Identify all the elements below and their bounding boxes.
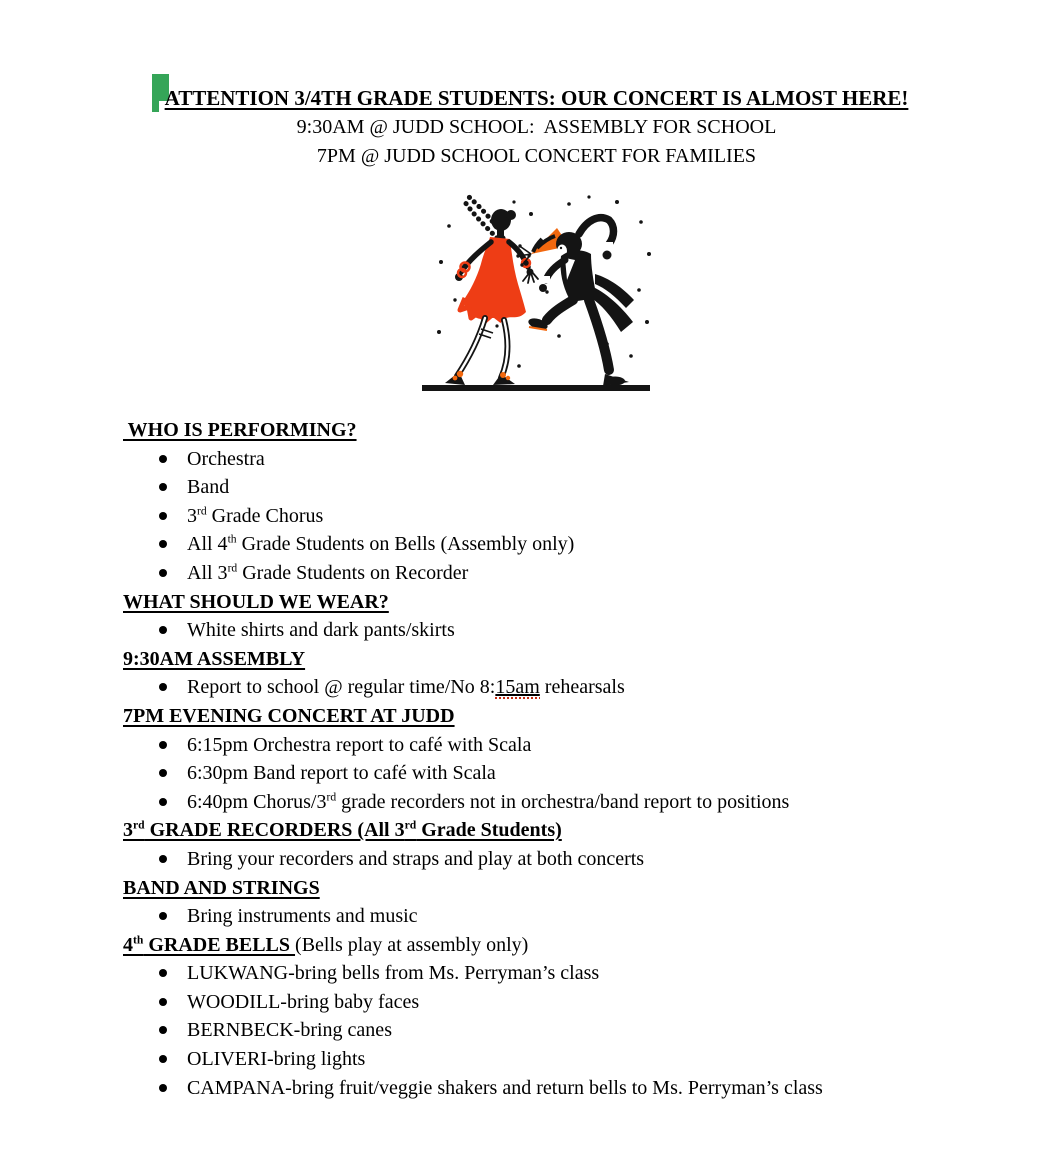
list-item — [123, 731, 950, 760]
list-item-text: White shirts and dark pants/skirts — [187, 619, 455, 642]
list-item-text: Band — [187, 476, 230, 499]
floor-line — [422, 385, 650, 391]
sections-container — [123, 416, 950, 1102]
bullet-list — [123, 845, 950, 874]
list-item-text: Report to school @ regular time/No 8:15am rehearsals — [187, 676, 625, 699]
section-heading — [123, 645, 950, 674]
list-item-text: Bring your recorders and straps and play at both concerts — [187, 847, 645, 870]
list-item-text: Orchestra — [187, 447, 265, 470]
list-item-text: 3rd Grade Chorus — [187, 504, 324, 527]
bullet-icon — [159, 798, 167, 806]
list-item — [123, 1074, 950, 1103]
section — [123, 931, 950, 1103]
page-title: ATTENTION 3/4TH GRADE STUDENTS: OUR CONCERT IS ALMOST HERE! — [164, 86, 909, 110]
section — [123, 816, 950, 873]
list-item-text: OLIVERI-bring lights — [187, 1048, 366, 1071]
section-heading-text: 7PM EVENING CONCERT AT JUDD — [123, 704, 455, 727]
bullet-icon — [159, 741, 167, 749]
section-heading-text: 4th GRADE BELLS — [123, 933, 296, 956]
list-item-text: WOODILL-bring baby faces — [187, 990, 420, 1013]
bullet-icon — [159, 1055, 167, 1063]
bullet-icon — [159, 1084, 167, 1092]
section — [123, 588, 950, 645]
list-item — [123, 473, 950, 502]
list-item-text: 6:40pm Chorus/3rd grade recorders not in orchestra/band report to positions — [187, 790, 790, 813]
list-item-text: CAMPANA-bring fruit/veggie shakers and return bells to Ms. Perryman’s class — [187, 1076, 823, 1099]
section-heading — [123, 874, 950, 903]
list-item — [123, 759, 950, 788]
list-item — [123, 445, 950, 474]
bullet-list — [123, 902, 950, 931]
list-item-text: Bring instruments and music — [187, 905, 418, 928]
list-item — [123, 788, 950, 817]
section — [123, 416, 950, 588]
list-item-text: 6:30pm Band report to café with Scala — [187, 762, 496, 785]
section-heading — [123, 816, 950, 845]
bullet-icon — [159, 683, 167, 691]
list-item-text: All 4th Grade Students on Bells (Assembly only) — [187, 532, 575, 556]
section-heading — [123, 702, 950, 731]
bullet-icon — [159, 855, 167, 863]
bullet-icon — [159, 1026, 167, 1034]
illustration-container — [123, 194, 950, 397]
section-heading-text: 9:30AM ASSEMBLY — [123, 647, 306, 670]
section-heading-text: WHO IS PERFORMING? — [123, 419, 357, 441]
section — [123, 874, 950, 931]
bullet-icon — [159, 483, 167, 491]
subtitle-family-concert: 7PM @ JUDD SCHOOL CONCERT FOR FAMILIES — [316, 145, 757, 167]
bullet-icon — [159, 455, 167, 463]
subtitle-assembly: 9:30AM @ JUDD SCHOOL: ASSEMBLY FOR SCHOOL — [296, 116, 777, 138]
bullet-list — [123, 616, 950, 645]
dancing-couple-image — [419, 194, 654, 397]
list-item — [123, 502, 950, 531]
bullet-icon — [159, 769, 167, 777]
flapper-woman-figure — [445, 197, 538, 385]
section — [123, 702, 950, 816]
bullet-icon — [159, 626, 167, 634]
bullet-icon — [159, 512, 167, 520]
section-heading-suffix: (Bells play at assembly only) — [295, 933, 529, 956]
list-item-text: All 3rd Grade Students on Recorder — [187, 561, 469, 584]
bullet-icon — [159, 569, 167, 577]
bullet-list — [123, 731, 950, 817]
bullet-icon — [159, 969, 167, 977]
bullet-list — [123, 673, 950, 702]
bullet-icon — [159, 998, 167, 1006]
section-heading-text: WHAT SHOULD WE WEAR? — [123, 590, 389, 613]
bullet-list — [123, 445, 950, 588]
list-item — [123, 845, 950, 874]
list-item — [123, 1045, 950, 1074]
section-heading-text: BAND AND STRINGS — [123, 876, 320, 899]
tuxedo-man-figure — [516, 218, 634, 386]
list-item — [123, 988, 950, 1017]
list-item — [123, 902, 950, 931]
bullet-list — [123, 959, 950, 1102]
section-heading — [123, 416, 950, 445]
list-item — [123, 616, 950, 645]
list-item — [123, 959, 950, 988]
list-item-text: 6:15pm Orchestra report to café with Scala — [187, 733, 532, 756]
list-item-text: LUKWANG-bring bells from Ms. Perryman’s class — [187, 962, 600, 985]
list-item — [123, 530, 950, 559]
list-item — [123, 559, 950, 588]
list-item — [123, 673, 950, 702]
bullet-icon — [159, 540, 167, 548]
section — [123, 645, 950, 702]
bullet-icon — [159, 912, 167, 920]
section-heading — [123, 931, 950, 960]
section-heading — [123, 588, 950, 617]
list-item-text: BERNBECK-bring canes — [187, 1019, 392, 1042]
list-item — [123, 1016, 950, 1045]
section-heading-text: 3rd GRADE RECORDERS (All 3rd Grade Students) — [123, 818, 562, 842]
